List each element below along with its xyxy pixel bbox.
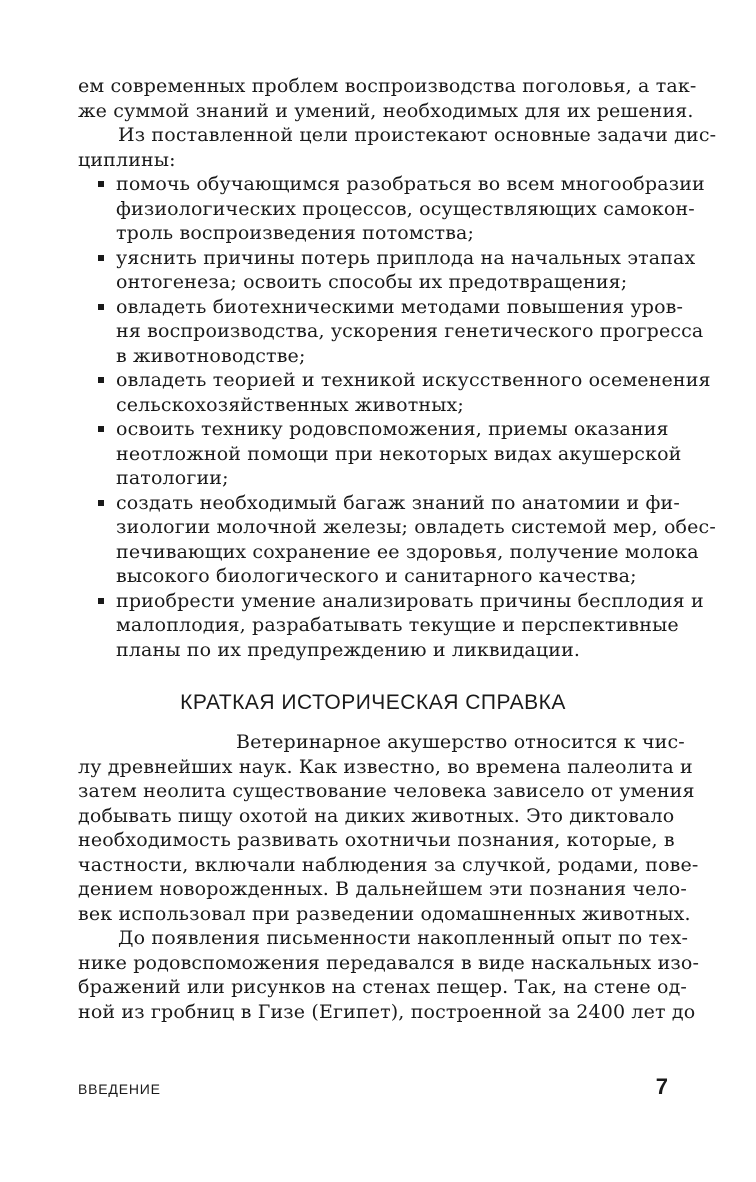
bullet-icon [98, 304, 104, 310]
text-line: ем современных проблем воспроизводства поголовья, а так- [78, 75, 697, 97]
page-body [78, 74, 717, 1024]
list-item-line: овладеть теорией и техникой искусственного осеменения [78, 368, 668, 393]
list-item [78, 491, 716, 589]
paragraph [78, 926, 700, 1024]
bullet-icon [98, 500, 104, 506]
list-item-line: планы по их предупреждению и ликвидации. [116, 638, 581, 661]
list-item [78, 589, 704, 663]
text-line: ной из гробниц в Гизе (Египет), построенной за 2400 лет до [78, 1000, 696, 1023]
text-line: До появления письменности накопленный опыт по тех- [118, 927, 689, 949]
text-line: Из поставленной цели проистекают основные задачи дис- [118, 124, 717, 146]
text-line: лу древнейших наук. Как известно, во времена палеолита и [78, 755, 693, 778]
list-item [78, 246, 696, 295]
list-item [78, 368, 711, 417]
list-item-line: создать необходимый багаж знаний по анатомии и фи- [78, 491, 668, 516]
list-item-line: в животноводстве; [116, 344, 306, 367]
bullet-icon [98, 377, 104, 383]
list-item-line: уяснить причины потерь приплода на начальных этапах [78, 246, 668, 271]
list-item-line: освоить технику родовспоможения, приемы оказания [78, 417, 668, 442]
list-item-line: зиологии молочной железы; овладеть системой мер, обес- [116, 516, 716, 538]
text-line: затем неолита существование человека зависело от умения [78, 780, 695, 802]
list-item-line: приобрести умение анализировать причины бесплодия и [78, 589, 668, 614]
list-item-line: овладеть биотехническими методами повышения уров- [78, 295, 668, 320]
text-line: необходимость развивать охотничьи познания, которые, в [78, 829, 675, 851]
text-line: дением новорожденных. В дальнейшем эти познания чело- [78, 878, 687, 900]
list-item-line: патологии; [116, 467, 229, 489]
section-heading: КРАТКАЯ ИСТОРИЧЕСКАЯ СПРАВКА [180, 691, 566, 714]
list-item-line: печивающих сохранение ее здоровья, получение молока [116, 540, 699, 563]
bullet-icon [98, 181, 104, 187]
text-line: частности, включали наблюдения за случкой, родами, пове- [78, 853, 699, 876]
list-item-line: помочь обучающимся разобраться во всем многообразии [78, 172, 668, 197]
list-item [78, 417, 682, 491]
bullet-icon [98, 426, 104, 432]
paragraph [78, 730, 699, 926]
list-item-line: троль воспроизведения потомства; [116, 222, 475, 244]
running-title: ВВЕДЕНИЕ [78, 1081, 161, 1097]
bullet-icon [98, 598, 104, 604]
text-line: бражений или рисунков на стенах пещер. Так, на стене од- [78, 976, 687, 998]
list-item-line: неотложной помощи при некоторых видах акушерской [116, 442, 682, 465]
list-item-line: сельскохозяйственных животных; [116, 393, 464, 416]
bullet-icon [98, 255, 104, 261]
list-item-line: физиологических процессов, осуществляющих самокон- [116, 197, 695, 220]
list-item-line: онтогенеза; освоить способы их предотвращения; [116, 271, 628, 293]
text-line: век использовал при разведении одомашненных животных. [78, 902, 691, 925]
text-line: нике родовспоможения передавался в виде наскальных изо- [78, 951, 700, 974]
text-line: же суммой знаний и умений, необходимых для их решения. [78, 99, 694, 122]
text-line: добывать пищу охотой на диких животных. Это диктовало [78, 804, 675, 827]
list-item [78, 172, 705, 246]
list-item [78, 295, 704, 369]
text-line: Ветеринарное акушерство относится к чис- [236, 731, 685, 753]
list-item-line: высокого биологического и санитарного качества; [116, 565, 637, 587]
text-line: циплины: [78, 148, 176, 171]
list-item-line: ня воспроизводства, ускорения генетического прогресса [116, 320, 704, 342]
page-number: 7 [655, 1074, 668, 1099]
list-item-line: малоплодия, разрабатывать текущие и перспективные [116, 614, 679, 636]
